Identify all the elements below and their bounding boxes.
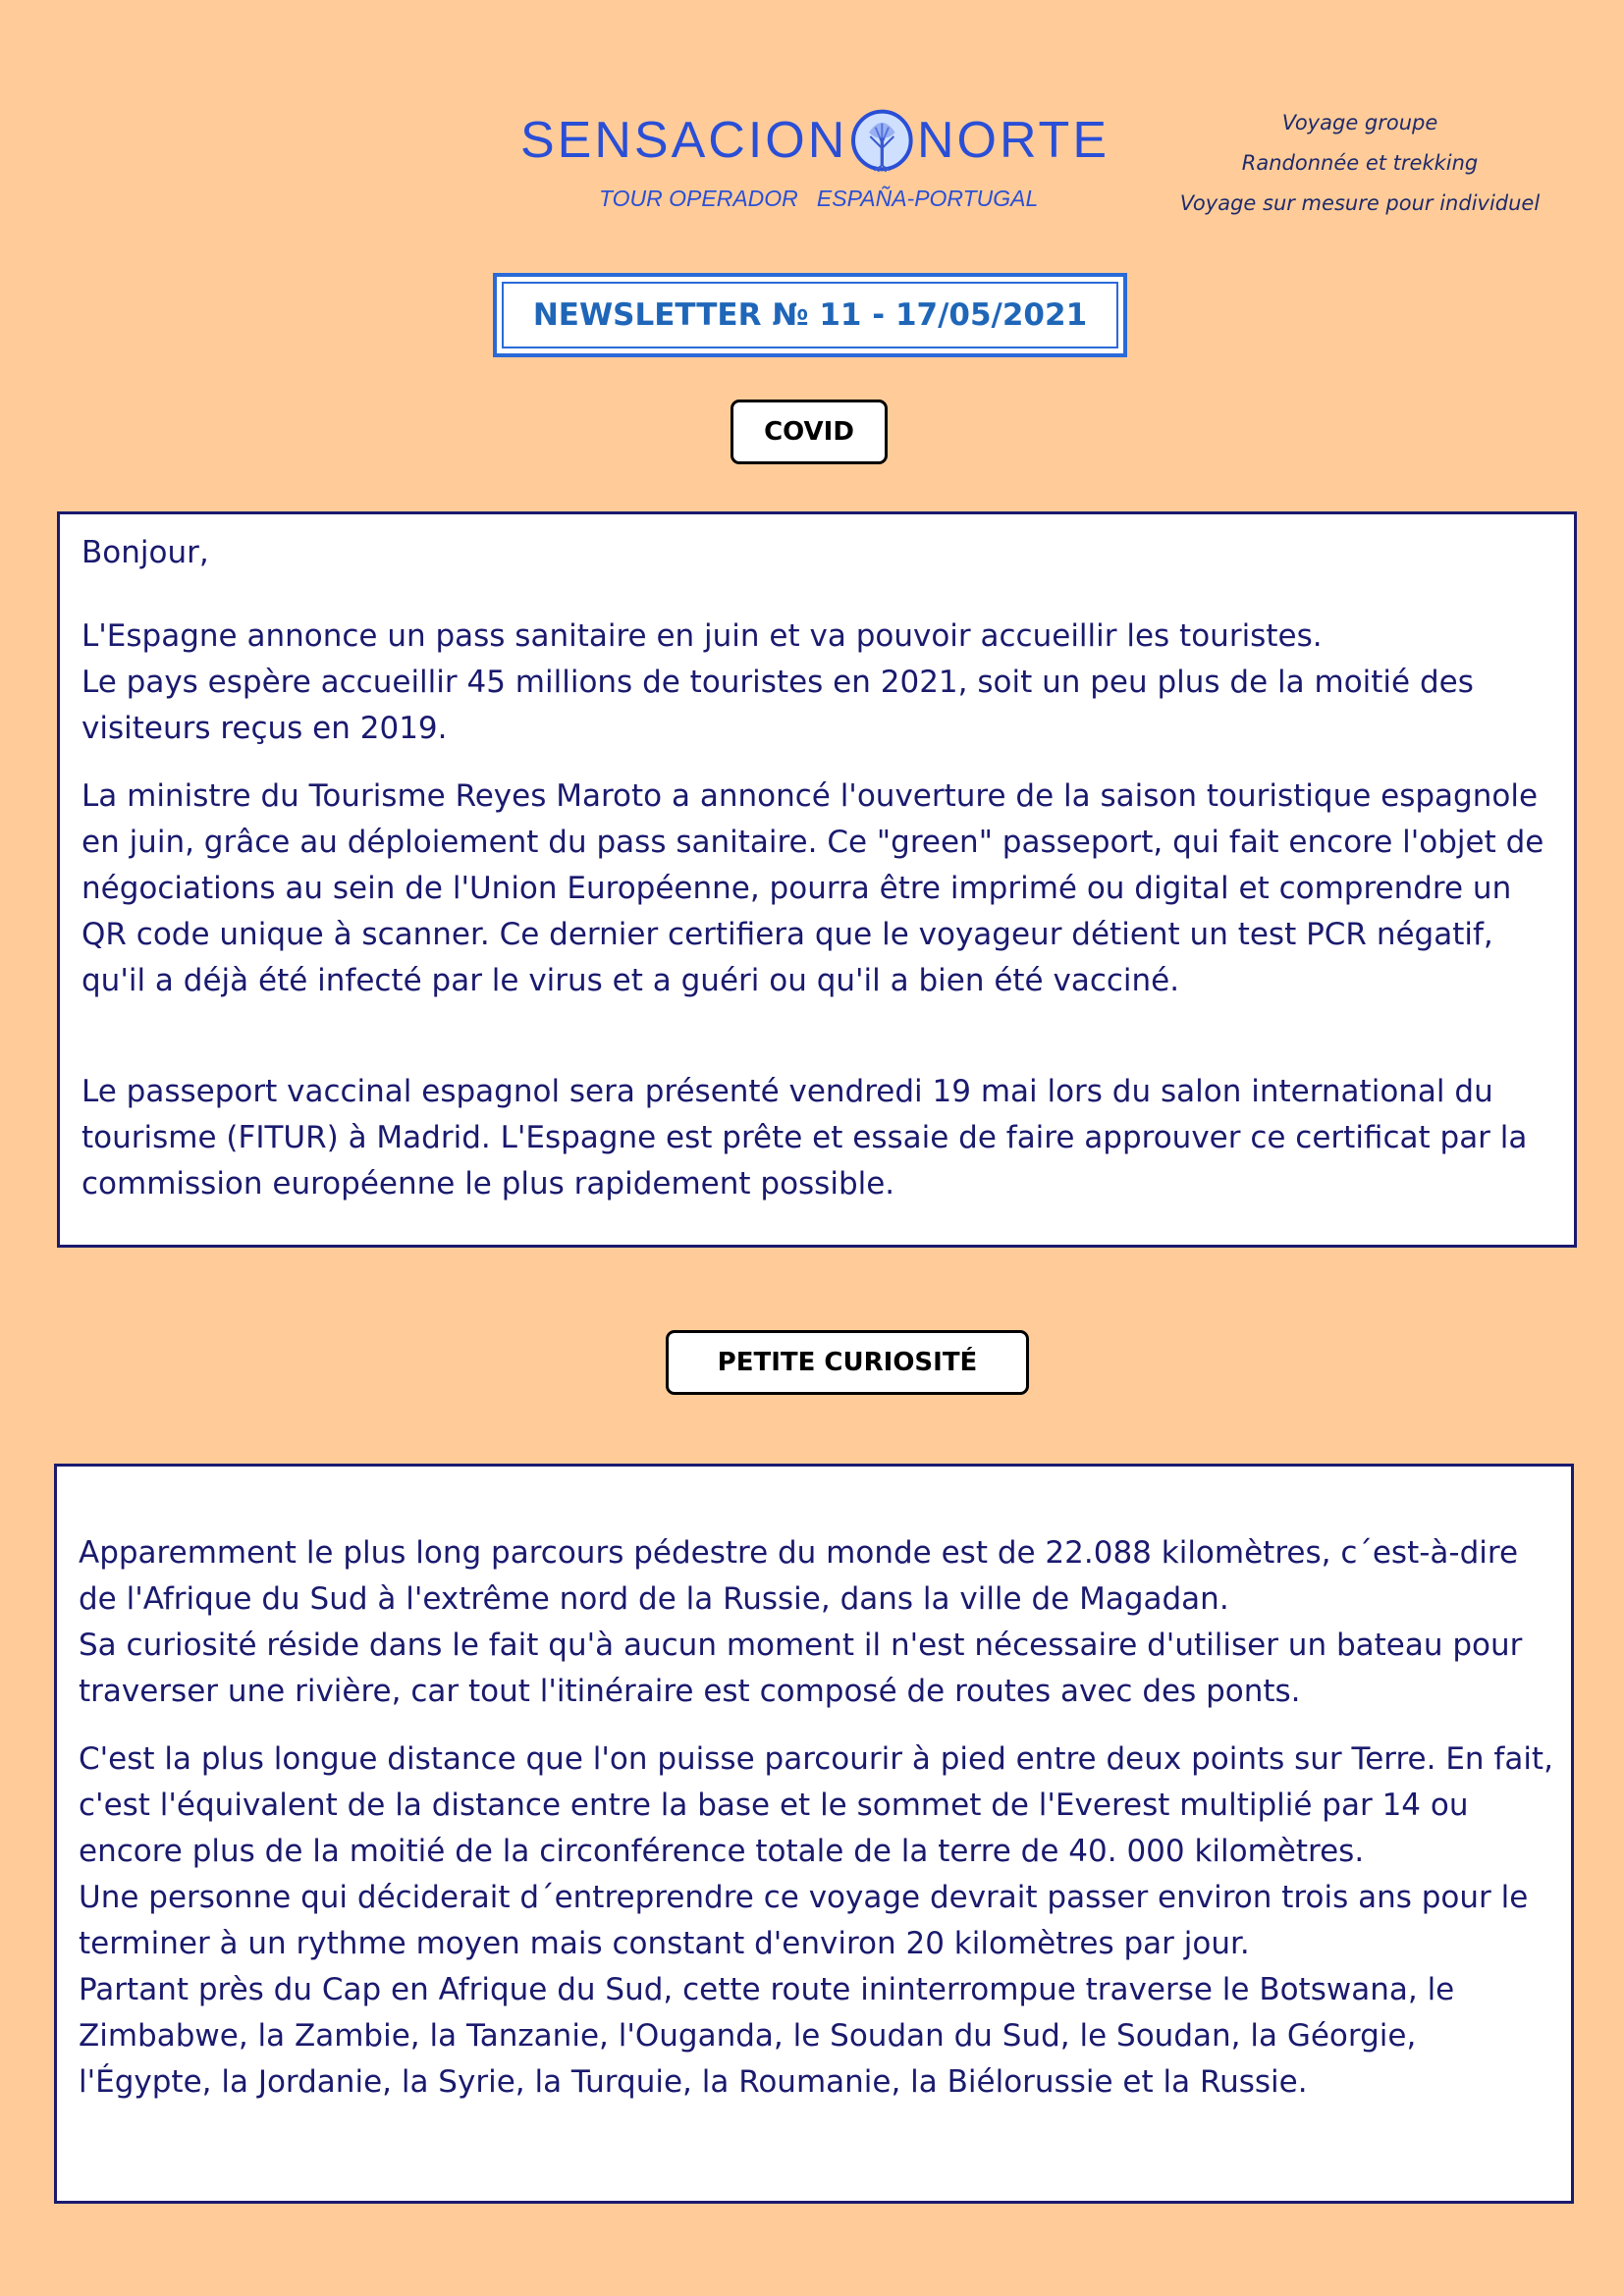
article-paragraph: La ministre du Tourisme Reyes Maroto a annoncé l'ouverture de la saison touristique espagnole en juin, grâce au déploiement du pass sanitaire. Ce "green" passeport, qui fait encore l'objet de négociations au sein de l'Union Européenne, pourra être imprimé ou digital et comprendre un QR code unique à scanner. Ce dernier certifiera que le voyageur détient un test PCR négatif, qu'il a déjà été infecté par le virus et a guéri ou qu'il a bien été vacciné. — [81, 778, 1544, 998]
services-list — [1139, 103, 1581, 224]
covid-article — [57, 511, 1577, 1248]
article-paragraph: Apparemment le plus long parcours pédestre du monde est de 22.088 kilomètres, c´est-à-dire de l'Afrique du Sud à l'extrême nord de la Russie, dans la ville de Magadan. Sa curiosité réside dans le fait qu'à aucun moment il n'est nécessaire d'utiliser un bateau pour traverser une rivière, car tout l'itinéraire est composé de routes avec des ponts. — [79, 1535, 1523, 1709]
article-paragraph: C'est la plus longue distance que l'on puisse parcourir à pied entre deux points sur Terre. En fait, c'est l'équivalent de la distance entre la base et le sommet de l'Everest multiplié par 14 ou encore plus de la moitié de la circonférence totale de la terre de 40. 000 kilomètres. Une personne qui déciderait d´entreprendre ce voyage devrait passer environ trois ans pour le terminer à un rythme moyen mais constant d'environ 20 kilomètres par jour. Partant près du Cap en Afrique du Sud, cette route ininterrompue traverse le Botswana, le Zimbabwe, la Zambie, la Tanzanie, l'Ouganda, le Soudan du Sud, le Soudan, la Géorgie, l'Égypte, la Jordanie, la Syrie, la Turquie, la Roumanie, la Biélorussie et la Russie. — [79, 1741, 1553, 2100]
brand-name-right: NORTE — [916, 111, 1110, 169]
brand-name-left: SENSACION — [520, 111, 848, 169]
newsletter-banner — [493, 273, 1127, 357]
service-item: Voyage groupe — [1281, 111, 1438, 134]
article-greeting: Bonjour, — [81, 535, 209, 570]
brand-tagline: TOUR OPERADOR ESPAÑA-PORTUGAL — [599, 186, 1039, 211]
service-item: Voyage sur mesure pour individuel — [1179, 191, 1541, 215]
newsletter-title: NEWSLETTER № 11 - 17/05/2021 — [502, 282, 1118, 348]
section-label-covid: COVID — [731, 400, 888, 464]
tree-globe-icon — [849, 95, 915, 186]
service-item: Randonnée et trekking — [1241, 151, 1479, 175]
curiosity-article — [54, 1464, 1574, 2204]
section-label-curiosity: PETITE CURIOSITÉ — [666, 1330, 1029, 1395]
article-paragraph: Le passeport vaccinal espagnol sera présenté vendredi 19 mai lors du salon international du tourisme (FITUR) à Madrid. L'Espagne est prête et essaie de faire approuver ce certificat par la commission européenne le plus rapidement possible. — [81, 1074, 1528, 1201]
article-paragraph: L'Espagne annonce un pass sanitaire en juin et va pouvoir accueillir les touristes. Le pays espère accueillir 45 millions de touristes en 2021, soit un peu plus de la moitié des visiteurs reçus en 2019. — [81, 618, 1474, 746]
brand-logo — [520, 98, 1110, 212]
